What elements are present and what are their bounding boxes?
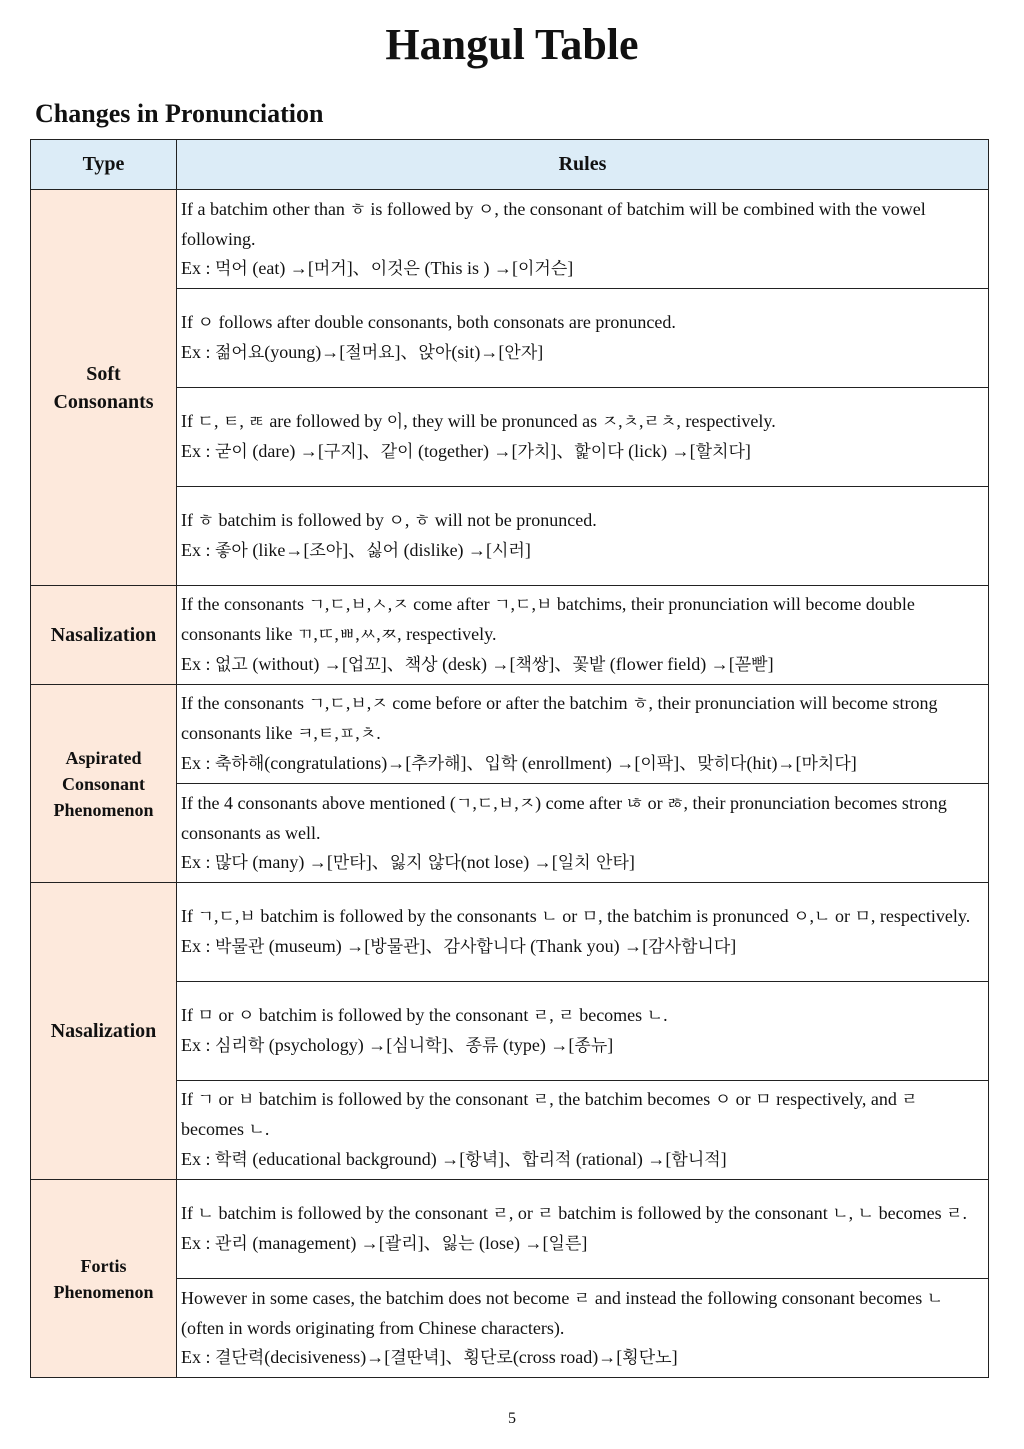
rule-text: If ㄷ, ㅌ, ㄾ are followed by 이, they will be pronunced as ㅈ,ㅊ,ㄹㅊ, respectively. — [181, 411, 776, 432]
rule-text: If ㄴ batchim is followed by the consonant ㄹ, or ㄹ batchim is followed by the consonant ㄴ, ㄴ becomes ㄹ. — [181, 1203, 968, 1224]
type-cell-aspirated-consonant — [31, 685, 177, 883]
example-text: Ex : 학력 (educational background) →[항녁]、합리적 (rational) →[함니적] — [181, 1149, 727, 1170]
type-cell-soft-consonants — [31, 190, 177, 586]
rule-cell — [177, 190, 989, 289]
rule-cell — [177, 685, 989, 784]
example-text: Ex : 결단력(decisiveness)→[결딴녁]、횡단로(cross road)→[횡단노] — [181, 1346, 678, 1368]
table-row — [31, 1180, 989, 1279]
type-label: Soft Consonants — [53, 362, 154, 413]
page-title: Hangul Table — [385, 20, 639, 69]
page-number: 5 — [508, 1410, 516, 1427]
rule-text: If a batchim other than ㅎ is followed by ㅇ, the consonant of batchim will be combined with the vowel following. — [181, 198, 926, 249]
type-cell-nasalization — [31, 586, 177, 685]
table-row — [31, 586, 989, 685]
rule-cell — [177, 1180, 989, 1279]
example-text: Ex : 많다 (many) →[만타]、잃지 않다(not lose) →[일치 안타] — [181, 851, 635, 873]
rule-cell — [177, 1279, 989, 1378]
header-type: Type — [31, 140, 177, 190]
type-label: Aspirated Consonant Phenomenon — [53, 747, 154, 820]
rule-text: If the 4 consonants above mentioned (ㄱ,ㄷ,ㅂ,ㅈ) come after ㄶ or ㅀ, their pronunciation becomes strong consonants as well. — [181, 792, 947, 843]
rule-cell — [177, 487, 989, 586]
type-label: Nasalization — [50, 624, 157, 646]
rule-cell — [177, 1081, 989, 1180]
rule-text: If ㅇ follows after double consonants, both consonats are pronunced. — [181, 312, 676, 333]
rule-cell — [177, 289, 989, 388]
table-header-row — [31, 140, 989, 190]
example-text: Ex : 굳이 (dare) →[구지]、같이 (together) →[가치]、핥이다 (lick) →[할치다] — [181, 441, 751, 462]
example-text: Ex : 축하해(congratulations)→[추카해]、입학 (enrollment) →[이팍]、맞히다(hit)→[마치다] — [181, 753, 857, 774]
table-row — [31, 685, 989, 784]
rule-cell — [177, 784, 989, 883]
rule-cell — [177, 982, 989, 1081]
rule-text: If ㄱ or ㅂ batchim is followed by the consonant ㄹ, the batchim becomes ㅇ or ㅁ respectively, and ㄹ becomes ㄴ. — [181, 1089, 918, 1140]
rule-text: However in some cases, the batchim does not become ㄹ and instead the following consonant becomes ㄴ (often in words originating from Chinese characters). — [181, 1287, 944, 1338]
rule-cell — [177, 883, 989, 982]
example-text: Ex : 없고 (without) →[업꼬]、책상 (desk) →[책쌍]、꽃밭 (flower field) →[꼳빧] — [181, 654, 774, 675]
example-text: Ex : 먹어 (eat) →[머거]、이것은 (This is ) →[이거슨] — [181, 257, 574, 279]
rule-cell — [177, 586, 989, 685]
example-text: Ex : 좋아 (like→[조아]、싫어 (dislike) →[시러] — [181, 540, 531, 561]
example-text: Ex : 심리학 (psychology) →[심니학]、종류 (type) →[종뉴] — [181, 1035, 614, 1056]
rule-cell — [177, 388, 989, 487]
rule-text: If ㄱ,ㄷ,ㅂ batchim is followed by the consonants ㄴ or ㅁ, the batchim is pronunced ㅇ,ㄴ or ㅁ, respectively. — [181, 906, 971, 927]
type-cell-fortis — [31, 1180, 177, 1378]
example-text: Ex : 관리 (management) →[괄리]、잃는 (lose) →[일른] — [181, 1233, 588, 1254]
rules-table — [30, 139, 989, 1378]
rule-text: If the consonants ㄱ,ㄷ,ㅂ,ㅈ come before or after the batchim ㅎ, their pronunciation will become strong consonants like ㅋ,ㅌ,ㅍ,ㅊ. — [181, 693, 938, 744]
example-text: Ex : 젊어요(young)→[절머요]、앉아(sit)→[안자] — [181, 342, 544, 363]
rule-text: If ㅁ or ㅇ batchim is followed by the consonant ㄹ, ㄹ becomes ㄴ. — [181, 1005, 668, 1026]
table-row — [31, 883, 989, 982]
example-text: Ex : 박물관 (museum) →[방물관]、감사합니다 (Thank you) →[감사함니다] — [181, 936, 737, 957]
type-label: Fortis Phenomenon — [53, 1255, 154, 1302]
header-rules: Rules — [177, 140, 989, 190]
type-cell-nasalization-2 — [31, 883, 177, 1180]
rule-text: If ㅎ batchim is followed by ㅇ, ㅎ will not be pronunced. — [181, 510, 597, 531]
rule-text: If the consonants ㄱ,ㄷ,ㅂ,ㅅ,ㅈ come after ㄱ,ㄷ,ㅂ batchims, their pronunciation will become double consonants like ㄲ,ㄸ,ㅃ,ㅆ,ㅉ, respectively. — [181, 594, 915, 645]
section-title: Changes in Pronunciation — [35, 99, 324, 128]
table-row — [31, 190, 989, 289]
type-label: Nasalization — [50, 1020, 157, 1042]
